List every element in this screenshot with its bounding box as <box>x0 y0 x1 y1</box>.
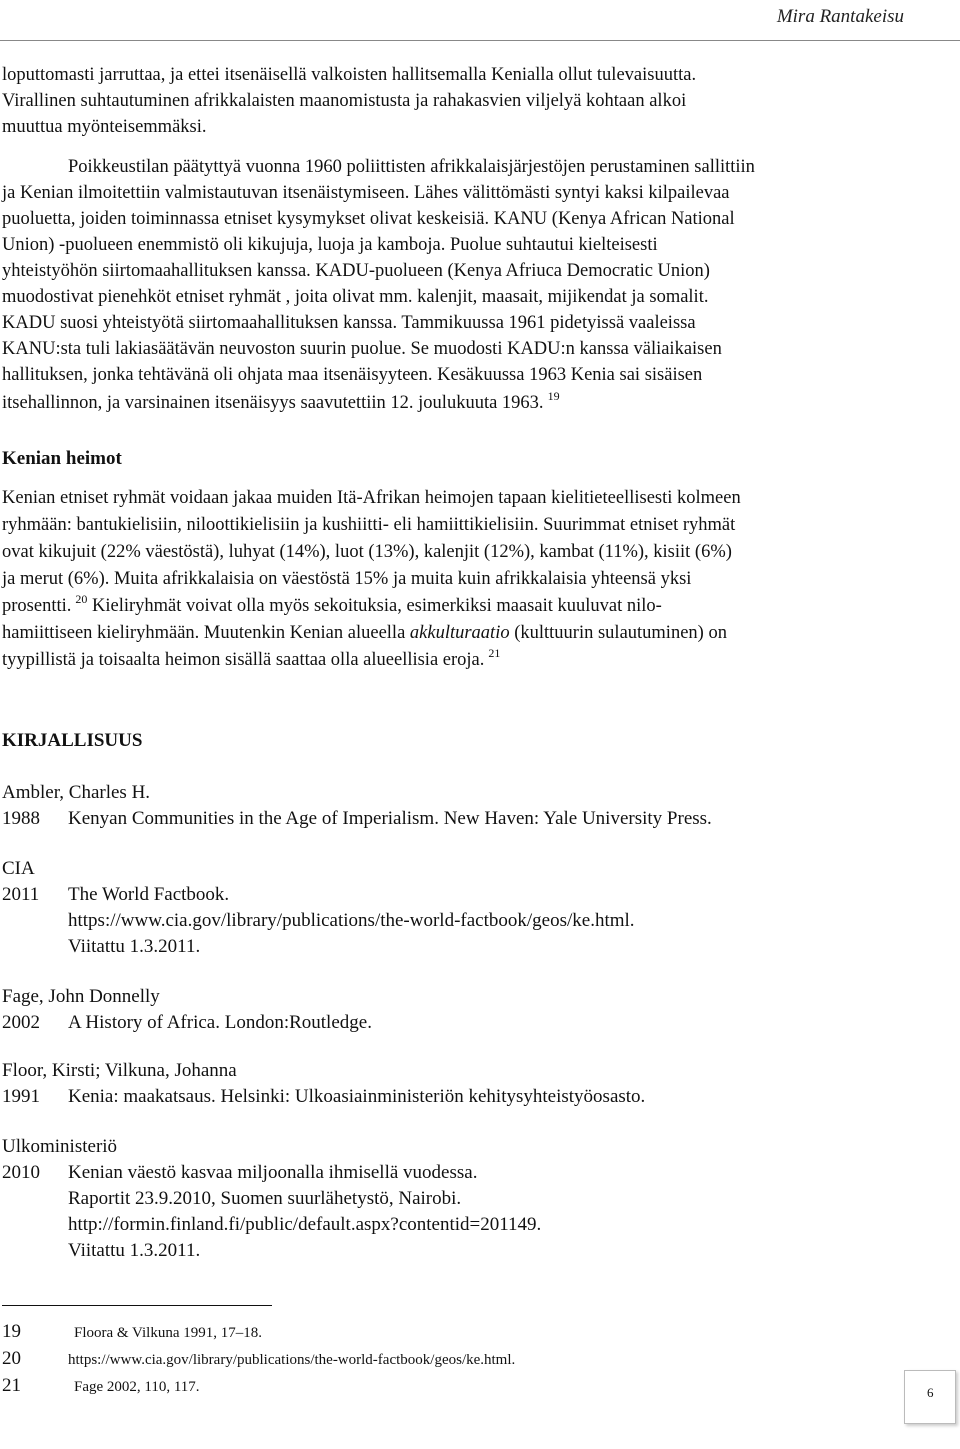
body-line: Union) -puolueen enemmistö oli kikujuja, luoja ja kamboja. Puolue suhtautui kielteisesti <box>2 235 658 255</box>
reference-year: 2010 <box>2 1162 40 1183</box>
body-line: loputtomasti jarruttaa, ja ettei itsenäisellä valkoisten hallitsemalla Kenialla ollut tulevaisuutta. <box>2 65 697 85</box>
reference-author: CIA <box>2 858 35 879</box>
body-line: ja merut (6%). Muita afrikkalaisia on väestöstä 15% ja muita kuin afrikkalaisia yhteensä yksi <box>2 569 692 589</box>
footnote-separator <box>2 1305 272 1306</box>
footnote-number: 21 <box>2 1375 21 1396</box>
reference-line: Raportit 23.9.2010, Suomen suurlähetystö, Nairobi. <box>68 1188 462 1209</box>
body-text: Kieliryhmät voivat olla myös sekoituksia, esimerkiksi maasait kuuluvat nilo- <box>92 596 662 616</box>
footnote-text: Floora & Vilkuna 1991, 17–18. <box>74 1325 262 1341</box>
body-line: muodostivat pienehköt etniset ryhmät , joita olivat mm. kalenjit, maasait, mijikendat ja somalit. <box>2 287 709 307</box>
body-line: Kenian etniset ryhmät voidaan jakaa muiden Itä-Afrikan heimojen tapaan kielitieteellisesti kolmeen <box>2 488 741 508</box>
page-number-box <box>904 1370 956 1424</box>
body-line: muuttua myönteisemmäksi. <box>2 117 207 137</box>
footnote-text: https://www.cia.gov/library/publications/the-world-factbook/geos/ke.html. <box>68 1352 516 1368</box>
reference-year: 2002 <box>2 1012 40 1033</box>
body-text: (kulttuurin sulautuminen) on <box>514 623 727 643</box>
body-line: ryhmään: bantukielisiin, niloottikielisiin ja kushiitti- eli hamiittikielisiin. Suurimmat etniset ryhmät <box>2 515 736 535</box>
reference-year: 1988 <box>2 808 40 829</box>
body-text: itsehallinnon, ja varsinainen itsenäisyys saavutettiin 12. joulukuuta 1963. <box>2 393 544 413</box>
reference-line: Viitattu 1.3.2011. <box>68 936 201 957</box>
body-line: KADU suosi yhteistyötä siirtomaahallituksen kanssa. Tammikuussa 1961 pidetyissä vaaleissa <box>2 313 696 333</box>
body-text: hamiittiseen kieliryhmään. Muutenkin Kenian alueella <box>2 623 406 643</box>
body-line: Poikkeustilan päätyttyä vuonna 1960 poliittisten afrikkalaisjärjestöjen perustaminen sallittiin <box>68 157 755 177</box>
reference-line: Viitattu 1.3.2011. <box>68 1240 201 1261</box>
reference-author: Ulkoministeriö <box>2 1136 118 1157</box>
reference-author: Ambler, Charles H. <box>2 782 151 803</box>
body-line <box>2 647 500 674</box>
body-line <box>2 593 662 620</box>
body-line <box>2 620 727 646</box>
header-divider <box>0 40 960 41</box>
reference-line: https://www.cia.gov/library/publications/the-world-factbook/geos/ke.html. <box>68 910 635 931</box>
reference-author: Floor, Kirsti; Vilkuna, Johanna <box>2 1060 237 1081</box>
body-line: Virallinen suhtautuminen afrikkalaisten maanomistusta ja rahakasvien viljelyä kohtaan alkoi <box>2 91 687 111</box>
reference-line: http://formin.finland.fi/public/default.aspx?contentid=201149. <box>68 1214 542 1235</box>
body-line <box>2 390 560 417</box>
body-line: KANU:sta tuli lakiasäätävän neuvoston suurin puolue. Se muodosti KADU:n kanssa väliaikaisen <box>2 339 722 359</box>
reference-line: Kenyan Communities in the Age of Imperialism. New Haven: Yale University Press. <box>68 808 712 829</box>
body-line: ja Kenian ilmoitettiin valmistautuvan itsenäistymiseen. Lähes välittömästi syntyi kaksi kilpailevaa <box>2 183 730 203</box>
body-line: puoluetta, joiden toiminnassa etniset kysymykset olivat keskeisiä. KANU (Kenya African National <box>2 209 735 229</box>
reference-line: The World Factbook. <box>68 884 230 905</box>
reference-author: Fage, John Donnelly <box>2 986 160 1007</box>
reference-year: 2011 <box>2 884 40 905</box>
body-text: tyypillistä ja toisaalta heimon sisällä saattaa olla alueellisia eroja. <box>2 650 485 670</box>
footnote-number: 19 <box>2 1321 21 1342</box>
reference-line: A History of Africa. London:Routledge. <box>68 1012 372 1033</box>
reference-line: Kenia: maakatsaus. Helsinki: Ulkoasiainministeriön kehitysyhteistyöosasto. <box>68 1086 646 1107</box>
footnote-text: Fage 2002, 110, 117. <box>74 1379 200 1395</box>
body-line: hallituksen, jonka tehtävänä oli ohjata maa itsenäisyyteen. Kesäkuussa 1963 Kenia sai sisäisen <box>2 365 703 385</box>
body-line: ovat kikujuit (22% väestöstä), luhyat (14%), luot (13%), kalenjit (12%), kambat (11%), kisiit (6%) <box>2 542 732 562</box>
reference-line: Kenian väestö kasvaa miljoonalla ihmisellä vuodessa. <box>68 1162 478 1183</box>
footnote-ref: 20 <box>75 592 88 606</box>
footnote-number: 20 <box>2 1348 21 1369</box>
footnote-ref: 21 <box>488 646 501 660</box>
reference-year: 1991 <box>2 1086 40 1107</box>
footnote-ref: 19 <box>547 389 560 403</box>
header-author: Mira Rantakeisu <box>776 6 904 27</box>
bibliography-heading: KIRJALLISUUS <box>2 730 143 751</box>
page-number: 6 <box>927 1385 934 1400</box>
body-text: prosentti. <box>2 596 72 616</box>
section-heading: Kenian heimot <box>2 448 122 469</box>
body-line: yhteistyöhön siirtomaahallituksen kanssa. KADU-puolueen (Kenya Afriuca Democratic Union) <box>2 261 710 281</box>
body-italic-text: akkulturaatio <box>409 623 510 643</box>
